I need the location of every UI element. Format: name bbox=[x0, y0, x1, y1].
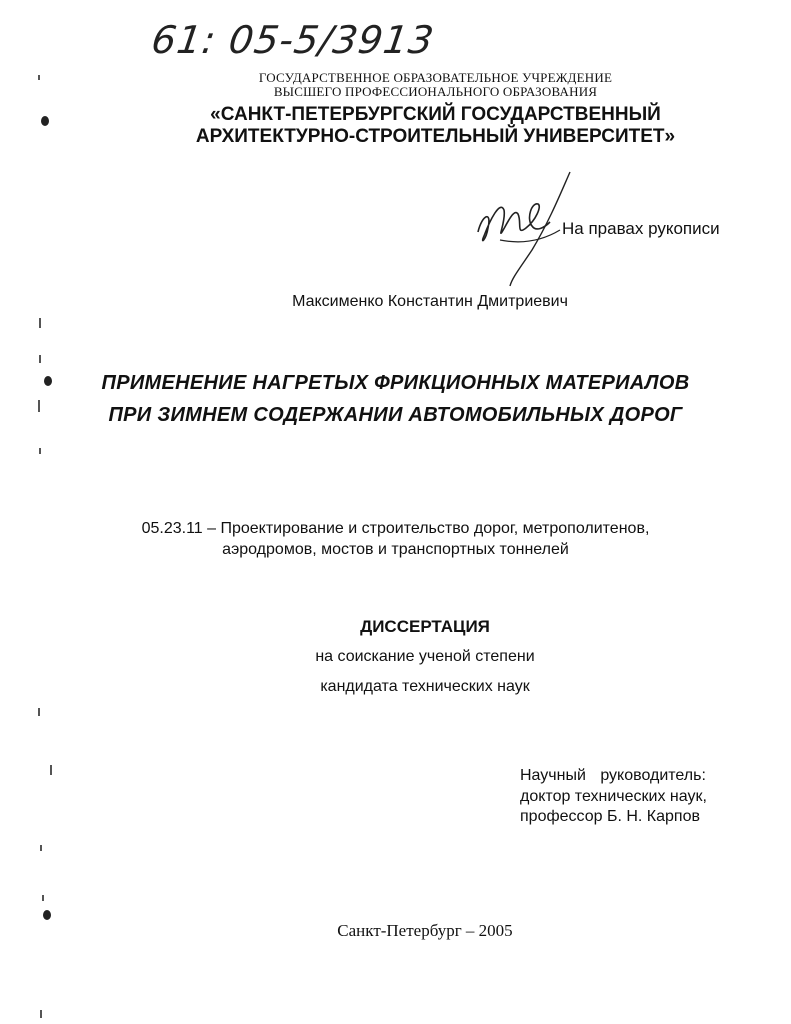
specialty-line-1: 05.23.11 – Проектирование и строительство дорог, метрополитенов, bbox=[141, 520, 650, 537]
dissertation-title-line-2: ПРИ ЗИМНЕМ СОДЕРЖАНИИ АВТОМОБИЛЬНЫХ ДОРОГ bbox=[108, 404, 683, 426]
university-name-line-1: «САНКТ-ПЕТЕРБУРГСКИЙ ГОСУДАРСТВЕННЫЙ bbox=[210, 104, 661, 125]
scan-speck bbox=[39, 318, 41, 328]
supervisor-degree: доктор технических наук, bbox=[520, 788, 707, 805]
university-name-line-2: АРХИТЕКТУРНО-СТРОИТЕЛЬНЫЙ УНИВЕРСИТЕТ» bbox=[195, 126, 676, 147]
punch-hole-bottom bbox=[43, 910, 51, 920]
manuscript-rights-note: На правах рукописи bbox=[562, 219, 720, 238]
specialty-line-2: аэродромов, мостов и транспортных тоннелей bbox=[222, 541, 569, 558]
institution-line-1: ГОСУДАРСТВЕННОЕ ОБРАЗОВАТЕЛЬНОЕ УЧРЕЖДЕНИЕ bbox=[258, 70, 613, 85]
degree-line-1: на соискание ученой степени bbox=[315, 648, 535, 665]
scan-speck bbox=[38, 708, 40, 716]
scan-speck bbox=[42, 895, 44, 901]
scan-speck bbox=[50, 765, 52, 775]
scan-speck bbox=[39, 355, 41, 363]
scan-speck bbox=[40, 1010, 42, 1018]
scan-speck bbox=[40, 845, 42, 851]
punch-hole-middle bbox=[44, 376, 52, 386]
document-type: ДИССЕРТАЦИЯ bbox=[360, 617, 490, 636]
author-name: Максименко Константин Дмитриевич bbox=[292, 293, 568, 310]
supervisor-label: Научный руководитель: bbox=[520, 767, 706, 784]
scan-speck bbox=[38, 400, 40, 412]
scan-speck bbox=[39, 448, 41, 454]
supervisor-name: профессор Б. Н. Карпов bbox=[520, 808, 700, 825]
city-year: Санкт-Петербург – 2005 bbox=[337, 921, 513, 940]
handwritten-catalog-number: 61: 05-5/3913 bbox=[148, 18, 438, 62]
institution-line-2: ВЫСШЕГО ПРОФЕССИОНАЛЬНОГО ОБРАЗОВАНИЯ bbox=[273, 84, 598, 99]
punch-hole-top bbox=[41, 116, 49, 126]
scan-speck bbox=[38, 75, 40, 80]
dissertation-title-line-1: ПРИМЕНЕНИЕ НАГРЕТЫХ ФРИКЦИОННЫХ МАТЕРИАЛОВ bbox=[101, 372, 690, 394]
degree-line-2: кандидата технических наук bbox=[320, 678, 530, 695]
